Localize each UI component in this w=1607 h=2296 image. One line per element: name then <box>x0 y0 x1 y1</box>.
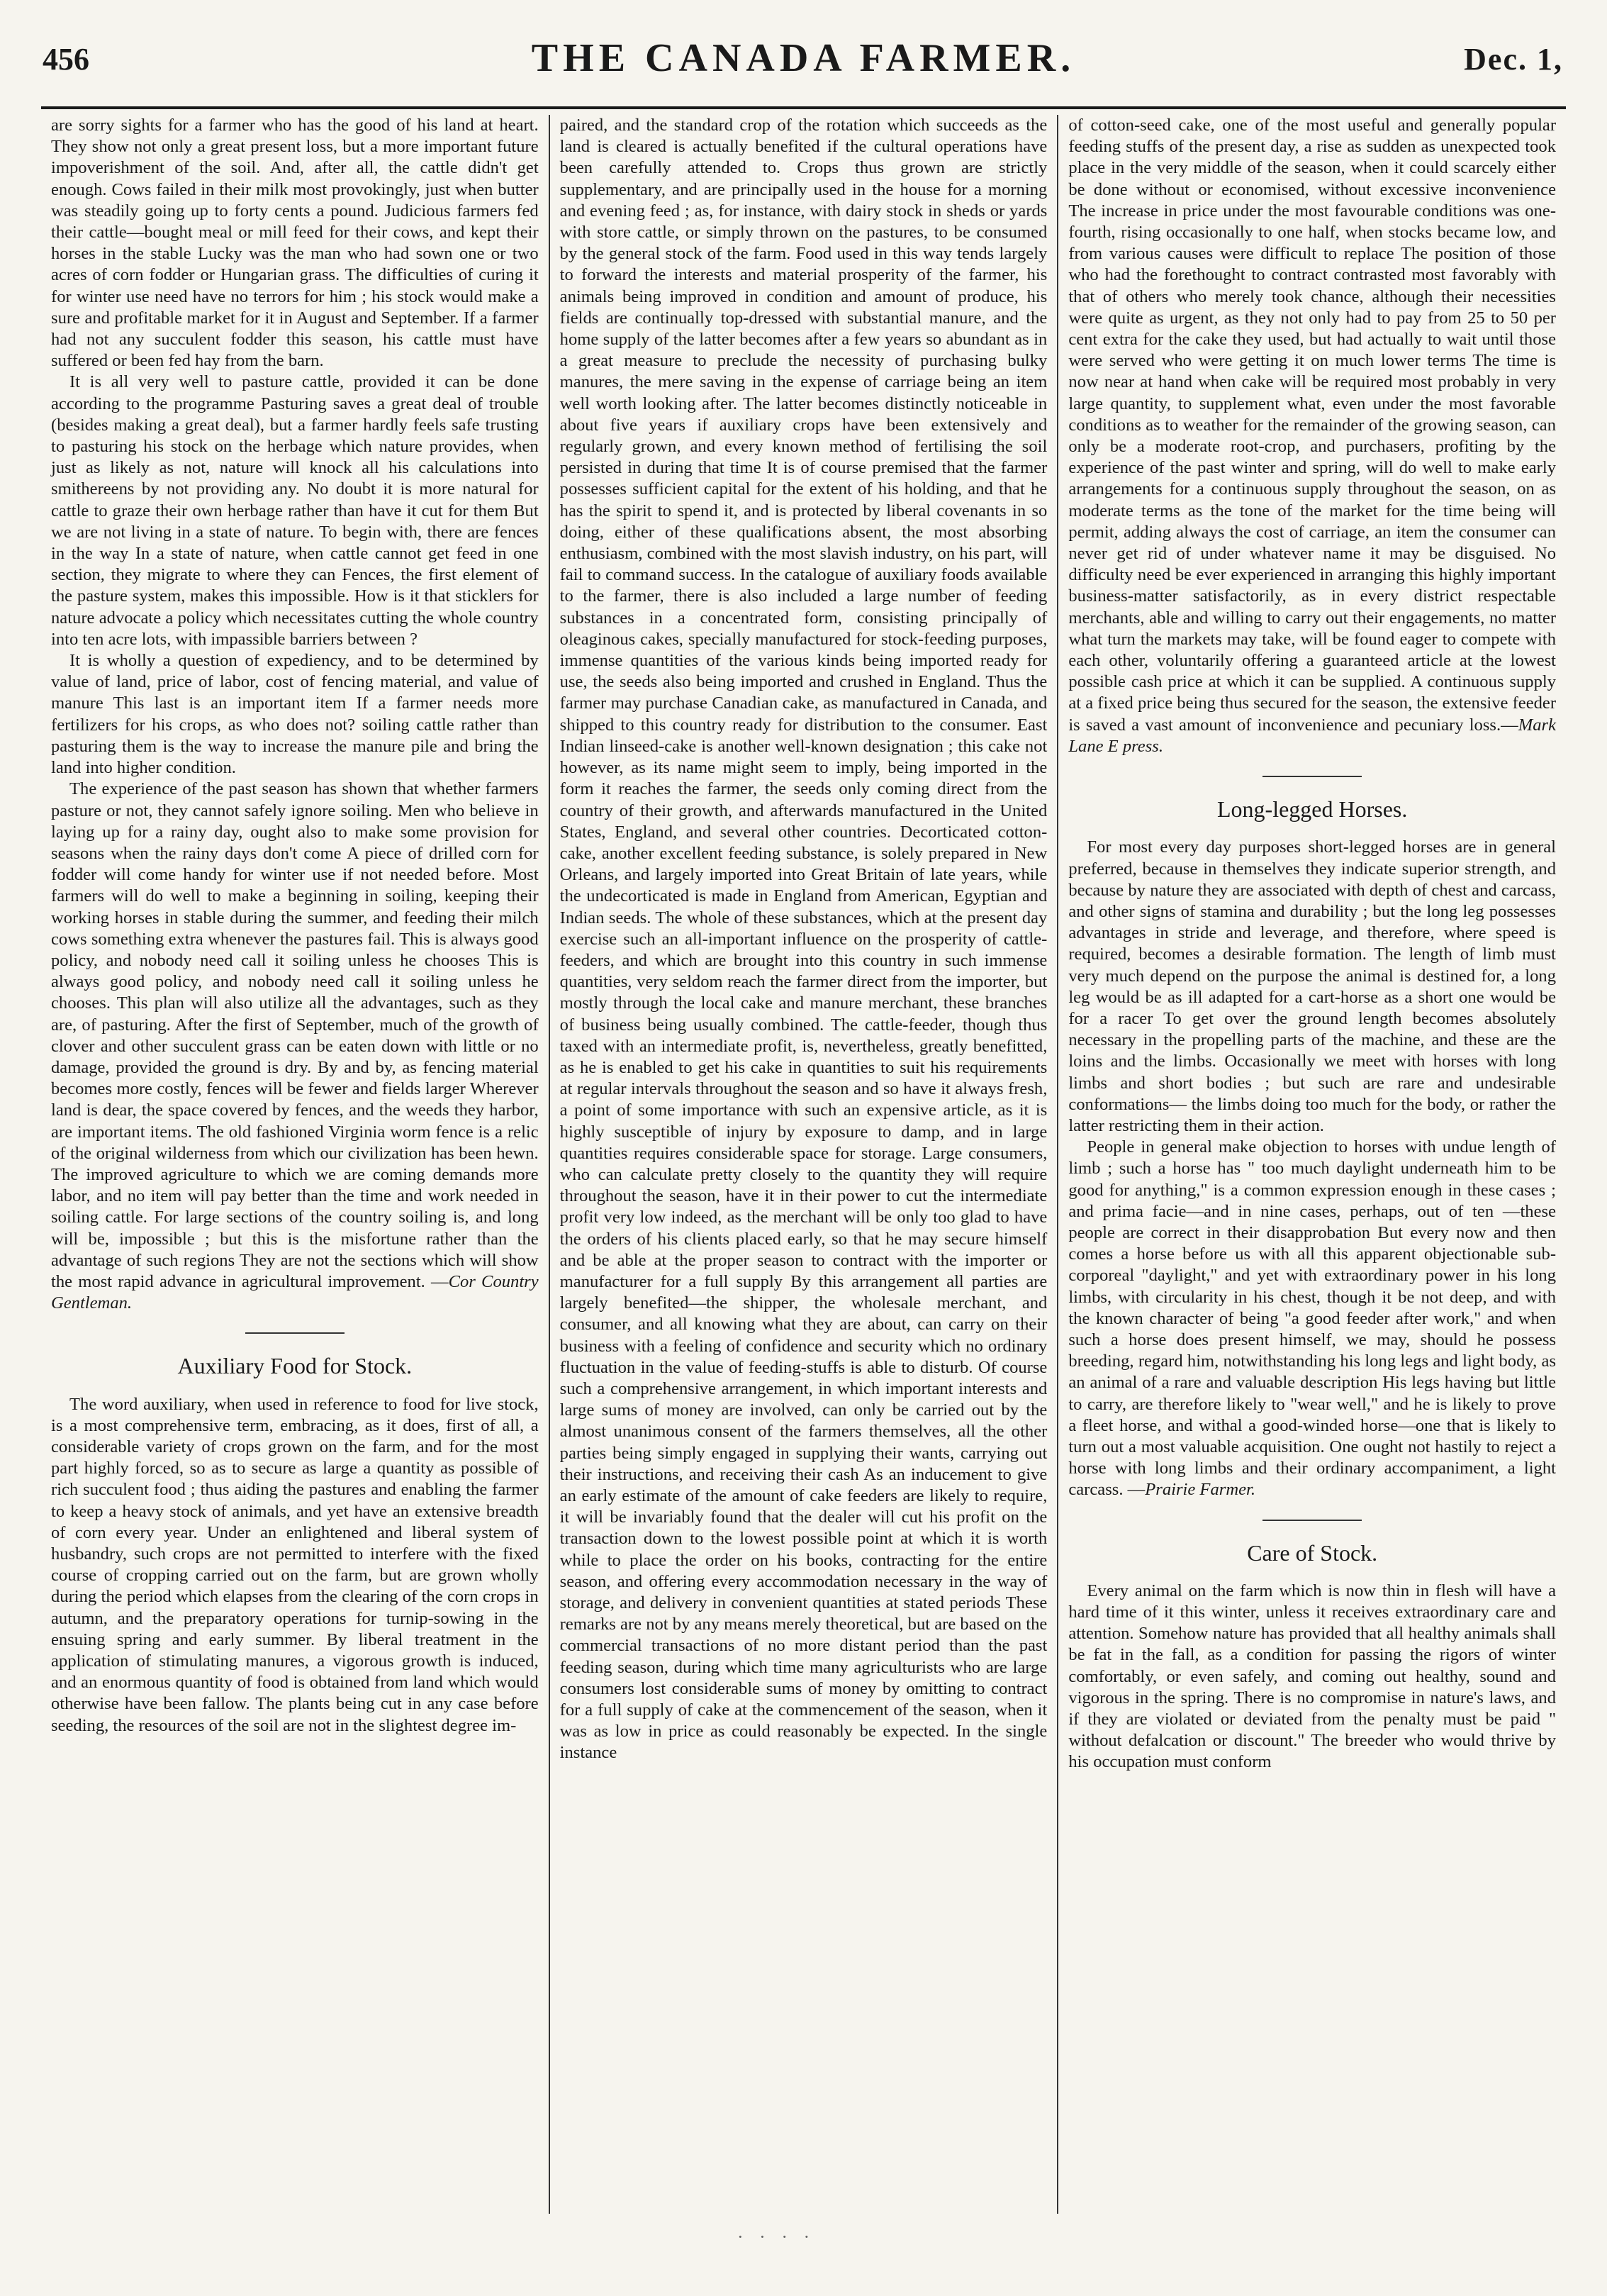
article-heading: Auxiliary Food for Stock. <box>177 1353 413 1379</box>
article-text: The experience of the past season has shown that whether farmers pasture or not, they cannot safely ignore soiling. Men who believe in laying up for a rainy day, ought also to make some provision for seasons when the rainy days don't come A piece of drilled corn for fodder will come handy for winter use if not needed before. Most farmers will do well to make a beginning in soiling, keeping their working horses in stable during the summer, and feeding their milch cows something extra whenever the pastures fail. This is always good policy, and nobody need call it soiling unless he chooses This is always good policy, and nobody need call it soiling unless he chooses. This plan will also utilize all the advantages, such as they are, of pasturing. After the first of September, much of the growth of clover and other succulent grass can be eaten down with little or no damage, provided the ground is dry. By and by, as fencing material becomes more costly, fences will be fewer and fields larger Wherever land is dear, the space covered by fences, and the weeds they harbor, are important items. The old fashioned Virginia worm fence is a relic of the original wilderness from which our civilization has been hewn. The improved agriculture to which we are coming demands more labor, and no item will pay better than the time and work needed in soiling cattle. For large sections of the country soiling is, and long will be, impossible ; but this is the misfortune rather than the advantage of such regions They are not the sections which will show the most rapid advance in agricultural improvement. — <box>51 779 539 1291</box>
article-citation: Cor Country Gentleman. <box>51 1271 539 1313</box>
article-paragraph <box>1068 115 1556 757</box>
column-2 <box>549 115 1058 2214</box>
column-3 <box>1057 115 1566 2214</box>
article-paragraph: are sorry sights for a farmer who has the good of his land at heart. They show not only a great present loss, but a more important future impoverishment of the soil. And, after all, the cattle didn't get enough. Cows failed in their milk most provokingly, just when butter was steadily going up to forty cents a pound. Judicious farmers fed their cattle—bought meal or mill feed for their cows, and kept their horses in the stable Lucky was the man who had sown one or two acres of corn fodder or Hungarian grass. The difficulties of curing it for winter use need have no terrors for him ; his stock would make a sure and profitable market for it in August and September. If a farmer had not any succulent fodder this season, his cattle must have suffered or been fed hay from the barn. <box>51 116 539 371</box>
columns <box>41 115 1566 2214</box>
page-number: 456 <box>43 42 89 77</box>
article-heading: Long-legged Horses. <box>1216 796 1408 823</box>
article-citation: Mark Lane E press. <box>1068 715 1557 756</box>
article-paragraph <box>51 779 539 1314</box>
article-paragraph <box>1068 1137 1556 1500</box>
article-heading: Care of Stock. <box>1247 1539 1378 1566</box>
article-text: of cotton-seed cake, one of the most useful and generally popular feeding stuffs of the present day, a rise as sudden as unexpected took place in the very middle of the season, when it could scarcely either be done without or economised, without excessive inconvenience The increase in price under the most favourable conditions was one-fourth, rising occasionally to one half, when stocks became low, and from various causes were difficult to replace The position of those who had the forethought to contract contrasted most favorably with that of others who merely took chance, although their necessities were quite as urgent, as they not only had to pay from 25 to 50 per cent extra for the cake they used, but had actually to wait until those were served who were getting it on much lower terms The time is now near at hand when cake will be required most probably in very large quantity, to supplement what, even under the most favorable conditions as to weather for the remainder of the growing season, can only be a moderate root-crop, and purchasers, profiting by the experience of the past winter and spring, will do well to make early arrangements for a continuous supply throughout the season, on as moderate terms as the tone of the market for the time being will permit, adding always the cost of carriage, an item the consumer can never get rid of under whatever name it may be disguised. No difficulty need be ever experienced in arranging this highly important business-matter satisfactorily, as in every district respectable merchants, able and willing to carry out their engagements, no matter what turn the markets may take, will be found eager to compete with each other, voluntarily offering a guaranteed article at the lowest possible cash price at which it can be supplied. A continuous supply at a fixed price being thus secured for the season, the extensive feeder is saved a vast amount of inconvenience and pecuniary loss.— <box>1068 116 1557 735</box>
article-paragraph: paired, and the standard crop of the rotation which succeeds as the land is cleared is actually benefited if the cultural operations have been carefully attended to. Crops thus grown are strictly supplementary, and are principally used in the house for a morning and evening feed ; as, for instance, with dairy stock in sheds or yards with store cattle, or simply thrown on the pastures, to be consumed by the general stock of the farm. Food used in this way tends largely to forward the interests and material prosperity of the farmer, his animals being improved in condition and amount of produce, his fields are continually top-dressed with substantial manure, and the home supply of the latter becomes after a few years so abundant as in a great measure to preclude the necessity of purchasing bulky manures, the mere saving in the expense of carriage being an item well worth looking after. The latter becomes distinctly noticeable in about five years if auxiliary crops have been extensively and regularly grown, and every known method of fertilising the soil persisted in during that time It is of course premised that the farmer possesses sufficient capital for the extent of his holding, and that he has the spirit to spend it, and is protected by liberal covenants in so doing, either of these qualifications absent, the most absorbing enthusiasm, combined with the most slavish industry, on his part, will fail to command success. In the catalogue of auxiliary foods available to the farmer, there is also included a large number of feeding substances in a concentrated form, consisting principally of oleaginous cakes, specially manufactured for stock-feeding purposes, immense quantities of the various kinds being imported ready for use, the seeds also being imported and crushed in England. Thus the farmer may purchase Canadian cake, as manufactured in Canada, and shipped to this country ready for distribution to the consumer. East Indian linseed-cake is another well-known designation ; this cake not however, as its name might seem to imply, being imported in the form it reaches the farmer, the seeds only coming direct from the country of their growth, and afterwards manufactured in the United States, England, and several other countries. Decorticated cotton-cake, another excellent feeding substance, is solely prepared in New Orleans, and largely imported into Great Britain of late years, while the undecorticated is made in England from American, Egyptian and Indian seeds. The whole of these substances, which at the present day exercise such an all-important influence on the prosperity of cattle-feeders, and which are brought into this country in such immense quantities, very seldom reach the farmer direct from the importer, but mostly through the local cake and manure merchant, these branches of business being usually combined. The cattle-feeder, though thus taxed with an intermediate profit, is, nevertheless, greatly benefitted, as he is enabled to get his cake in quantities to suit his requirements at regular intervals throughout the season and so have it always fresh, a point of some importance with such an expensive article, as it is highly susceptible of injury by exposure to damp, and in large quantities requires considerable space for storage. Large consumers, who can calculate pretty closely to the quantity they will require throughout the season, have it in their power to cut the intermediate profit very low indeed, as the merchant will be only too glad to have the orders of his clients placed early, so that he may secure himself and be able at the proper season to contract with the importer or manufacturer for a full supply By this arrangement all parties are largely benefited—the shipper, the wholesale merchant, and consumer, and all knowing what they are about, can carry on their business with a feeling of confidence and security which no ordinary fluctuation in the value of feeding-stuffs is able to disturb. Of course such a comprehensive arrangement, in which important interests and large sums of money are involved, can only be carried out by the almost unanimous consent of the farmers themselves, all the other parties being simply engaged in supplying their wants, carrying out their instructions, and receiving their cash As an inducement to give an early estimate of the amount of cake feeders are likely to require, it will be invariably found that the dealer will cut his profit on the transaction down to the lowest possible point at which it is worth while to place the order on his books, contracting for the entire season, and offering every accommodation necessary in the way of storage, and delivery in convenient quantities at stated periods These remarks are not by any means merely theoretical, but are based on the commercial transactions of no more distant period than the past feeding season, during which time many agriculturists who are large consumers lost considerable sums of money by omitting to contract for a full supply of cake at the commencement of the season, when it was as low in price as could reasonably be expected. In the single instance <box>559 116 1048 1763</box>
article-paragraph: The word auxiliary, when used in reference to food for live stock, is a most comprehensive term, embracing, as it does, first of all, a considerable variety of crops grown on the farm, and for the most part highly forced, so as to secure as large a quantity as possible of rich succulent food ; thus aiding the pastures and enabling the farmer to keep a heavy stock of animals, and yet have an extensive breadth of corn every year. Under an enlightened and liberal system of husbandry, such crops are not permitted to interfere with the fixed course of cropping carried out on the farm, but are grown wholly during the period which elapses from the clearing of the corn crops in autumn, and the preparatory operations for turnip-sowing in the ensuing spring and early summer. By liberal treatment in the application of stimulating manures, a vigorous growth is induced, and an enormous quantity of food is obtained from land which would otherwise have been fallow. The plants being cut in any case before seeding, the resources of the soil are not in the slightest degree im- <box>51 1394 539 1735</box>
article-paragraph: Every animal on the farm which is now thin in flesh will have a hard time of it this winter, unless it receives extraordinary care and attention. Somehow nature has provided that all healthy animals shall be fat in the fall, as a condition for passing the rigors of winter comfortably, or even safely, and coming out healthy, sound and vigorous in the spring. There is no compromise in nature's laws, and if they are violated or deviated from the penalty must be paid " without defalcation or discount." The breeder who would thrive by his occupation must conform <box>1068 1581 1557 1772</box>
issue-date: Dec. 1, <box>1464 42 1563 77</box>
section-divider <box>1262 1520 1362 1521</box>
masthead <box>41 0 1566 109</box>
print-smudge: · · · · <box>737 2227 816 2247</box>
article-citation: Prairie Farmer. <box>1145 1480 1255 1500</box>
article-paragraph: It is wholly a question of expediency, and to be determined by value of land, price of labor, cost of fencing material, and value of manure This last is an important item If a farmer needs more fertilizers for his crops, as who does not? soiling cattle rather than pasturing them is the way to increase the manure pile and bring the land into higher condition. <box>51 651 539 778</box>
article-paragraph: For most every day purposes short-legged horses are in general preferred, because in themselves they indicate superior strength, and because by nature they are associated with depth of chest and carcass, and other signs of stamina and durability ; but the long leg possesses advantages in stride and leverage, and therefore, where speed is required, becomes a desirable formation. The length of limb must very much depend on the purpose the animal is destined for, a long leg would be as ill adapted for a cart-horse as a short one would be for a racer To get over the ground length becomes absolutely necessary in the propelling parts of the machine, and these are the loins and the limbs. Occasionally we meet with horses with long limbs and short bodies ; but such are rare and undesirable conformations— the limbs doing too much for the body, or rather the latter restricting them in their action. <box>1068 837 1557 1135</box>
article-text: People in general make objection to horses with undue length of limb ; such a horse has " too much daylight underneath him to be good for anything," is a common expression enough in these cases ; and prima facie—and in nine cases, perhaps, out of ten —these people are correct in their disapprobation But every now and then comes a horse before us with all this apparent objectionable sub-corporeal "daylight," and yet with extraordinary power in his long limbs, with circularity in his chest, though it be not deep, and with the known character of being "a good feeder after work," and when such a horse does present himself, we may, should he possess breeding, regard him, notwithstanding his long legs and light body, as an animal of a rare and valuable description His legs having but little to carry, are therefore likely to "wear well," and he is likely to prove a fleet horse, and withal a good-winded horse—one that is likely to turn out a most valuable acquisition. One ought not hastily to reject a horse with long limbs and their ordinary accompaniment, a light carcass. — <box>1068 1137 1557 1500</box>
section-divider <box>1262 776 1362 777</box>
page-title: THE CANADA FARMER. <box>531 36 1076 80</box>
column-1 <box>41 115 549 2214</box>
article-paragraph: It is all very well to pasture cattle, provided it can be done according to the programme Pasturing saves a great deal of trouble (besides making a great deal), but a farmer hardly feels safe trusting to pasturing his stock on the herbage which nature provides, when just as likely as not, nature will knock all his calculations into smithereens by not providing any. No doubt it is more natural for cattle to graze their own herbage rather than have it cut for them But we are not living in a state of nature. To begin with, there are fences in the way In a state of nature, when cattle cannot get feed in one section, they migrate to where they can Fences, the first element of the pasture system, makes this impossible. How is it that sticklers for nature advocate a policy which necessitates cutting the whole country into ten acre lots, with impassible barriers between ? <box>51 372 539 649</box>
section-divider <box>245 1332 345 1334</box>
